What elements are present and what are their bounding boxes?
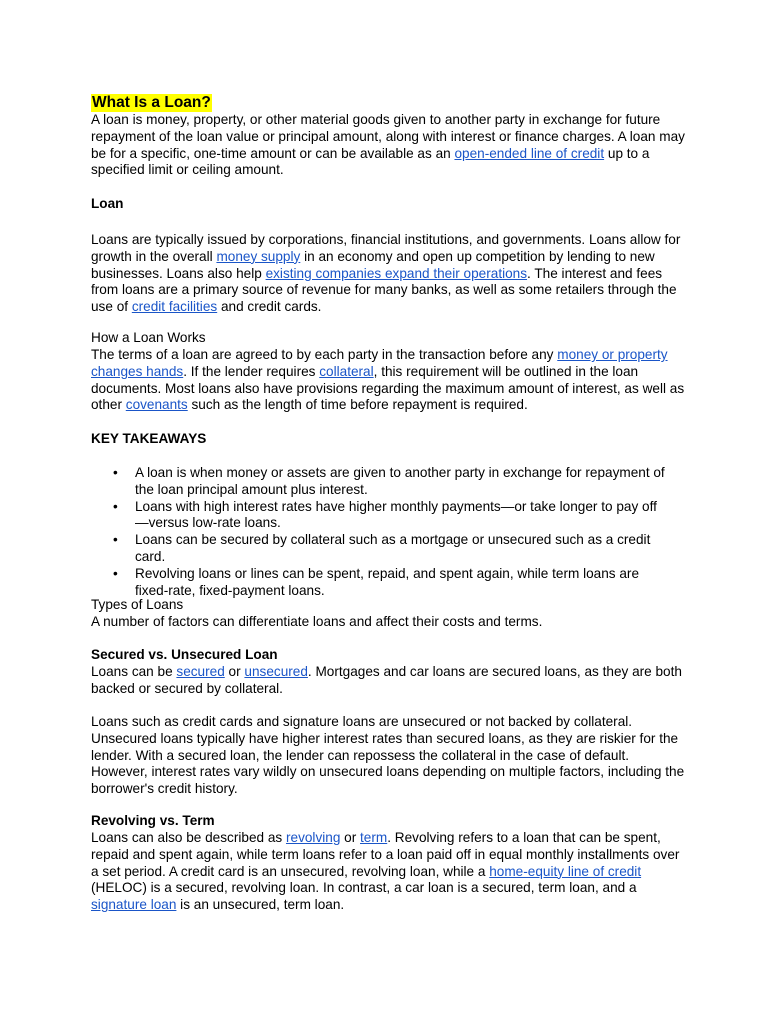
intro-text-2: up to a specified limit or ceiling amount. [91,145,650,178]
how-text-1: The terms of a loan are agreed to by each party in the transaction before any [91,347,558,362]
loan-paragraph [91,232,686,316]
link-credit-facilities[interactable]: credit facilities [131,299,218,315]
revolving-paragraph [91,830,686,914]
unsecured-paragraph: Loans such as credit cards and signature loans are unsecured or not backed by collateral. Unsecured loans typically have higher interest rates than secured loans, as they are riskier for the lender. With a secured loan, the lender can repossess the collateral in the case of default. However, interest rates vary wildly on unsecured loans depending on multiple factors, including the borrower's credit history. [91,714,685,797]
link-open-ended-line-of-credit[interactable]: open-ended line of credit [454,145,605,161]
how-paragraph [91,347,686,414]
secured-paragraph [91,664,686,698]
link-collateral[interactable]: collateral [319,363,374,379]
loan-text-2: in an economy and open up competition by lending to new businesses. Loans also help [91,248,655,281]
how-text-2: . If the lender requires [183,363,320,379]
loan-heading: Loan [91,196,124,211]
loan-text-4: and credit cards. [217,299,322,315]
link-term[interactable]: term [360,830,388,845]
list-item [91,465,666,499]
takeaway-text: Loans with high interest rates have higher monthly payments—or take longer to pay off—versus low-rate loans. [135,498,657,531]
takeaway-text: Loans can be secured by collateral such as a mortgage or unsecured such as a credit card. [135,532,651,564]
bullet-icon: • [113,465,118,480]
secured-text-1: Loans can be [91,664,177,679]
bullet-icon: • [113,498,118,514]
key-takeaways-list [91,465,666,599]
types-of-loans-heading: Types of Loans [91,597,184,612]
how-text-4: such as the length of time before repayment is required. [187,397,528,413]
link-money-or-property[interactable]: money or property changes hands [91,347,668,379]
loan-text-3: . The interest and fees from loans are a primary source of revenue for many banks, as well as some retailers through the use of [91,265,677,315]
link-signature-loan[interactable]: signature loan [91,897,177,913]
link-existing-companies[interactable]: existing companies expand their operations [265,265,528,281]
secured-text-2: or [224,664,245,679]
link-home-equity-line-of-credit[interactable]: home-equity line of credit [489,863,642,879]
takeaway-text: Revolving loans or lines can be spent, repaid, and spent again, while term loans are fixed-rate, fixed-payment loans. [135,565,640,598]
revolving-text-1: Loans can also be described as [91,830,286,845]
revolving-text-2: or [340,830,361,845]
page-title: What Is a Loan? [92,94,211,111]
loan-text-1: Loans are typically issued by corporations, financial institutions, and governments. Loans allow for growth in the overall [91,232,681,264]
revolving-text-4: (HELOC) is a secured, revolving loan. In contrast, a car loan is a secured, term loan, and a [91,880,637,896]
list-item [91,499,666,533]
takeaway-text: A loan is when money or assets are given to another party in exchange for repayment of the loan principal amount plus interest. [135,465,665,497]
link-secured[interactable]: secured [176,664,225,679]
intro-paragraph [91,112,686,179]
link-unsecured[interactable]: unsecured [244,664,308,679]
title-row [91,94,686,112]
bullet-icon: • [113,532,118,548]
secured-vs-unsecured-heading: Secured vs. Unsecured Loan [91,647,278,662]
list-item [91,532,666,566]
link-covenants[interactable]: covenants [125,397,188,413]
link-money-supply[interactable]: money supply [216,248,301,264]
link-revolving[interactable]: revolving [285,830,341,845]
key-takeaways-heading: KEY TAKEAWAYS [91,431,207,446]
revolving-text-5: is an unsecured, term loan. [176,897,345,913]
list-item [91,566,666,600]
how-a-loan-works-heading: How a Loan Works [91,330,206,345]
types-of-loans-text: A number of factors can differentiate loans and affect their costs and terms. [91,614,543,629]
secured-text-3: . Mortgages and car loans are secured loans, as they are both backed or secured by collateral. [91,664,682,696]
bullet-icon: • [113,565,118,581]
revolving-text-3: . Revolving refers to a loan that can be spent, repaid and spent again, while term loans refer to a loan paid off in equal monthly installments over a set period. A credit card is an unsecured, revolving loan, while a [91,830,680,879]
revolving-vs-term-heading: Revolving vs. Term [91,813,215,828]
intro-text-1: A loan is money, property, or other material goods given to another party in exchange for future repayment of the loan value or principal amount, along with interest or finance charges. A loan may be for a specific, one-time amount or can be available as an [91,112,685,161]
how-text-3: , this requirement will be outlined in the loan documents. Most loans also have provisions regarding the maximum amount of interest, as well as other [91,363,685,413]
